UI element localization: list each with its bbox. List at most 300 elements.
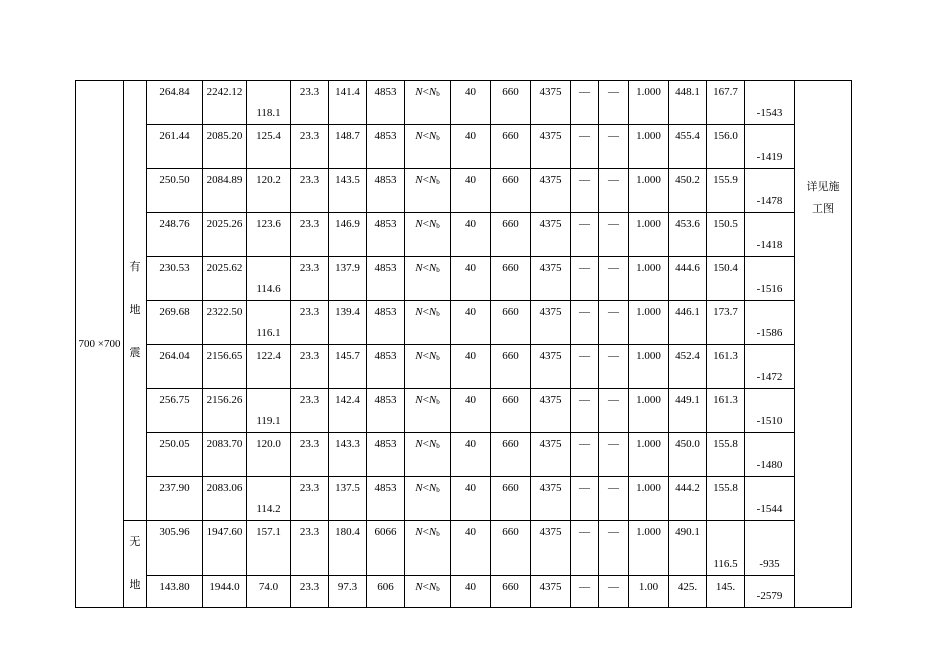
cell-value: 448.1 bbox=[675, 86, 700, 98]
table-cell bbox=[247, 125, 291, 169]
cell-value: 490.1 bbox=[675, 526, 700, 538]
condition-cell bbox=[405, 169, 451, 213]
cell-value: 145.7 bbox=[335, 350, 360, 362]
cell-value: 305.96 bbox=[159, 526, 190, 538]
table-cell bbox=[367, 125, 405, 169]
cell-value: — bbox=[608, 482, 619, 494]
cell-value: 2025.62 bbox=[206, 262, 243, 274]
cell-value: 40 bbox=[465, 218, 476, 230]
table-cell bbox=[329, 301, 367, 345]
table-cell bbox=[707, 125, 745, 169]
condition-cell bbox=[405, 576, 451, 608]
table-cell bbox=[291, 389, 329, 433]
table-cell bbox=[203, 477, 247, 521]
condition-n: N bbox=[415, 306, 423, 318]
cell-value: 1.000 bbox=[636, 86, 661, 98]
cell-value: 450.2 bbox=[675, 174, 700, 186]
cell-value: 1.000 bbox=[636, 438, 661, 450]
table-cell bbox=[707, 576, 745, 608]
table-cell bbox=[147, 301, 203, 345]
table-cell bbox=[745, 301, 795, 345]
cell-value: 230.53 bbox=[159, 262, 190, 274]
table-cell bbox=[531, 576, 571, 608]
cell-value: 40 bbox=[465, 350, 476, 362]
table-cell bbox=[531, 433, 571, 477]
table-cell bbox=[571, 213, 599, 257]
table-cell bbox=[571, 169, 599, 213]
table-cell bbox=[531, 169, 571, 213]
condition-sub: b bbox=[436, 222, 440, 230]
table-cell bbox=[629, 169, 669, 213]
condition-nb: N bbox=[428, 306, 437, 318]
table-cell bbox=[451, 576, 491, 608]
table-cell bbox=[203, 301, 247, 345]
cell-value: 446.1 bbox=[675, 306, 700, 318]
cell-value: -1419 bbox=[756, 151, 783, 163]
cell-value: 119.1 bbox=[256, 415, 281, 427]
cell-value: -1544 bbox=[756, 503, 783, 515]
condition-cell bbox=[405, 125, 451, 169]
condition-n: N bbox=[415, 394, 423, 406]
cell-value: 1947.60 bbox=[206, 526, 243, 538]
cell-value: 116.1 bbox=[256, 327, 281, 339]
cell-value: — bbox=[608, 130, 619, 142]
table-cell bbox=[367, 257, 405, 301]
cell-value: -1472 bbox=[756, 371, 783, 383]
table-cell bbox=[669, 433, 707, 477]
table-cell bbox=[491, 345, 531, 389]
table-cell bbox=[707, 345, 745, 389]
cell-value: 161.3 bbox=[713, 394, 738, 406]
condition-nb: N bbox=[428, 482, 437, 494]
cell-value: 248.76 bbox=[159, 218, 190, 230]
table-cell bbox=[707, 433, 745, 477]
table-cell bbox=[669, 257, 707, 301]
table-cell bbox=[451, 81, 491, 125]
cell-value: -1478 bbox=[756, 195, 783, 207]
cell-value: 2025.26 bbox=[206, 218, 243, 230]
condition-lt: < bbox=[422, 174, 429, 186]
table-cell bbox=[745, 477, 795, 521]
table-cell bbox=[367, 389, 405, 433]
condition-nb: N bbox=[428, 350, 437, 362]
table-cell bbox=[329, 81, 367, 125]
cell-value: — bbox=[608, 526, 619, 538]
table-cell bbox=[745, 345, 795, 389]
condition-n: N bbox=[415, 482, 423, 494]
table-cell bbox=[669, 345, 707, 389]
table-cell bbox=[367, 345, 405, 389]
cell-value: — bbox=[579, 218, 590, 230]
cell-value: 143.5 bbox=[335, 174, 360, 186]
table-cell bbox=[291, 125, 329, 169]
cell-value: 2084.89 bbox=[206, 174, 243, 186]
table-cell bbox=[531, 81, 571, 125]
cell-value: 114.6 bbox=[256, 283, 281, 295]
cell-value: 116.5 bbox=[713, 558, 738, 571]
cell-value: 143.3 bbox=[335, 438, 360, 450]
table-cell bbox=[203, 257, 247, 301]
cell-value: 155.8 bbox=[713, 482, 738, 494]
cell-value: 23.3 bbox=[299, 350, 320, 362]
cell-value: 137.5 bbox=[335, 482, 360, 494]
cell-value: — bbox=[608, 350, 619, 362]
cell-value: 4853 bbox=[374, 130, 397, 142]
cell-value: 4375 bbox=[539, 350, 562, 362]
table-cell bbox=[571, 345, 599, 389]
cell-value: 660 bbox=[502, 350, 519, 362]
cell-value: 444.6 bbox=[675, 262, 700, 274]
cell-value: 4853 bbox=[374, 174, 397, 186]
condition-lt: < bbox=[422, 526, 429, 538]
condition-cell bbox=[405, 477, 451, 521]
condition-sub: b bbox=[436, 134, 440, 142]
table-cell bbox=[291, 257, 329, 301]
cell-value: 1.000 bbox=[636, 306, 661, 318]
table-cell bbox=[329, 213, 367, 257]
table-cell bbox=[571, 389, 599, 433]
table-cell bbox=[745, 125, 795, 169]
table-cell bbox=[451, 169, 491, 213]
cell-value: 146.9 bbox=[335, 218, 360, 230]
table-cell bbox=[707, 169, 745, 213]
table-cell bbox=[147, 169, 203, 213]
table-cell bbox=[571, 576, 599, 608]
condition-nb: N bbox=[428, 174, 437, 186]
cell-value: 23.3 bbox=[299, 306, 320, 318]
table-cell bbox=[291, 301, 329, 345]
cell-value: — bbox=[579, 394, 590, 406]
cell-value: 4375 bbox=[539, 581, 562, 594]
cell-value: 450.0 bbox=[675, 438, 700, 450]
cell-value: 40 bbox=[465, 130, 476, 142]
cell-value: — bbox=[579, 306, 590, 318]
cell-value: 1944.0 bbox=[209, 581, 240, 594]
table-cell bbox=[745, 433, 795, 477]
cell-value: -935 bbox=[759, 558, 780, 571]
table-cell bbox=[571, 81, 599, 125]
table-cell bbox=[599, 576, 629, 608]
table-row bbox=[76, 521, 852, 576]
table-cell bbox=[491, 433, 531, 477]
cell-value: 40 bbox=[465, 394, 476, 406]
cell-value: 4853 bbox=[374, 438, 397, 450]
table-cell bbox=[367, 81, 405, 125]
cell-value: 157.1 bbox=[256, 526, 281, 538]
table-row bbox=[76, 81, 852, 125]
table-cell bbox=[329, 169, 367, 213]
cell-value: — bbox=[579, 174, 590, 186]
table-cell bbox=[491, 301, 531, 345]
table-row bbox=[76, 345, 852, 389]
table-cell bbox=[147, 345, 203, 389]
table-cell bbox=[451, 257, 491, 301]
table-row bbox=[76, 433, 852, 477]
cell-value: 161.3 bbox=[713, 350, 738, 362]
cell-value: 660 bbox=[502, 306, 519, 318]
table-row bbox=[76, 125, 852, 169]
table-cell bbox=[745, 576, 795, 608]
condition-sub: b bbox=[436, 585, 440, 594]
cell-value: 1.000 bbox=[636, 218, 661, 230]
cell-value: 444.2 bbox=[675, 482, 700, 494]
table-cell bbox=[367, 521, 405, 576]
table-cell bbox=[707, 257, 745, 301]
table-cell bbox=[329, 125, 367, 169]
cell-value: 123.6 bbox=[256, 218, 281, 230]
cell-value: 1.00 bbox=[638, 581, 659, 594]
cell-value: — bbox=[579, 350, 590, 362]
cell-value: 4375 bbox=[539, 526, 562, 538]
cell-value: 40 bbox=[465, 174, 476, 186]
cell-value: 4853 bbox=[374, 86, 397, 98]
cell-value: 2083.06 bbox=[206, 482, 243, 494]
table-cell bbox=[599, 169, 629, 213]
table-cell bbox=[629, 345, 669, 389]
table-cell bbox=[367, 169, 405, 213]
table-cell bbox=[147, 81, 203, 125]
cell-value: 4853 bbox=[374, 482, 397, 494]
table-cell bbox=[329, 576, 367, 608]
cell-value: 40 bbox=[465, 581, 476, 594]
condition-n: N bbox=[415, 350, 423, 362]
table-cell bbox=[571, 433, 599, 477]
table-cell bbox=[629, 477, 669, 521]
table-cell bbox=[707, 521, 745, 576]
table-cell bbox=[203, 576, 247, 608]
cell-value: — bbox=[608, 86, 619, 98]
cell-value: 660 bbox=[502, 174, 519, 186]
table-cell bbox=[247, 576, 291, 608]
cell-value: 660 bbox=[502, 218, 519, 230]
table-cell bbox=[531, 125, 571, 169]
table-cell bbox=[247, 477, 291, 521]
cell-value: 6066 bbox=[374, 526, 397, 538]
table-cell bbox=[291, 81, 329, 125]
condition-cell bbox=[405, 301, 451, 345]
table-cell bbox=[203, 81, 247, 125]
table-cell bbox=[669, 301, 707, 345]
cell-value: 125.4 bbox=[256, 130, 281, 142]
condition-n: N bbox=[415, 174, 423, 186]
cell-value: 40 bbox=[465, 526, 476, 538]
condition-n: N bbox=[415, 526, 423, 538]
table-row bbox=[76, 213, 852, 257]
condition-cell bbox=[405, 433, 451, 477]
table-cell bbox=[247, 213, 291, 257]
cell-value: 425. bbox=[677, 581, 698, 594]
cell-value: — bbox=[579, 581, 590, 594]
condition-lt: < bbox=[422, 482, 429, 494]
table-cell bbox=[247, 257, 291, 301]
table-cell bbox=[247, 521, 291, 576]
table-cell bbox=[203, 345, 247, 389]
table-cell bbox=[531, 389, 571, 433]
cell-value: 2156.26 bbox=[206, 394, 243, 406]
cell-value: 23.3 bbox=[299, 86, 320, 98]
table-cell bbox=[451, 389, 491, 433]
data-table bbox=[75, 80, 852, 608]
cell-value: 2085.20 bbox=[206, 130, 243, 142]
nonseismic-group-label: 无 地 bbox=[124, 521, 147, 608]
cell-value: 118.1 bbox=[256, 107, 281, 119]
cell-value: — bbox=[608, 218, 619, 230]
condition-n: N bbox=[415, 86, 423, 98]
condition-nb: N bbox=[428, 394, 437, 406]
table-cell bbox=[629, 301, 669, 345]
cell-value: 256.75 bbox=[159, 394, 190, 406]
cell-value: 1.000 bbox=[636, 350, 661, 362]
cell-value: 4375 bbox=[539, 218, 562, 230]
table-cell bbox=[669, 125, 707, 169]
seismic-group-label: 有 地 震 bbox=[124, 81, 147, 521]
cell-value: 145. bbox=[715, 581, 736, 594]
table-cell bbox=[629, 433, 669, 477]
table-cell bbox=[291, 433, 329, 477]
cell-value: -1418 bbox=[756, 239, 783, 251]
table-cell bbox=[599, 433, 629, 477]
table-cell bbox=[147, 433, 203, 477]
cell-value: 155.8 bbox=[713, 438, 738, 450]
cell-value: 40 bbox=[465, 86, 476, 98]
cell-value: -1543 bbox=[756, 107, 783, 119]
table-cell bbox=[291, 576, 329, 608]
condition-nb: N bbox=[428, 262, 437, 274]
table-row bbox=[76, 389, 852, 433]
table-cell bbox=[629, 81, 669, 125]
condition-cell bbox=[405, 521, 451, 576]
cell-value: 606 bbox=[377, 581, 394, 594]
table-cell bbox=[329, 389, 367, 433]
cell-value: 23.3 bbox=[299, 218, 320, 230]
cell-value: — bbox=[608, 174, 619, 186]
cell-value: 4375 bbox=[539, 306, 562, 318]
table-cell bbox=[599, 125, 629, 169]
cell-value: 122.4 bbox=[256, 350, 281, 362]
condition-lt: < bbox=[422, 306, 429, 318]
cell-value: 40 bbox=[465, 438, 476, 450]
table-cell bbox=[329, 433, 367, 477]
cell-value: 660 bbox=[502, 438, 519, 450]
table-cell bbox=[629, 125, 669, 169]
cell-value: 4375 bbox=[539, 438, 562, 450]
cell-value: 1.000 bbox=[636, 262, 661, 274]
table-cell bbox=[571, 301, 599, 345]
cell-value: 4375 bbox=[539, 394, 562, 406]
table-cell bbox=[745, 169, 795, 213]
cell-value: -1480 bbox=[756, 459, 783, 471]
cell-value: 156.0 bbox=[713, 130, 738, 142]
cell-value: -1516 bbox=[756, 283, 783, 295]
table-cell bbox=[203, 213, 247, 257]
cell-value: 2322.50 bbox=[206, 306, 243, 318]
table-cell bbox=[707, 389, 745, 433]
table-cell bbox=[629, 213, 669, 257]
condition-nb: N bbox=[428, 526, 437, 538]
condition-lt: < bbox=[422, 394, 429, 406]
table-cell bbox=[571, 257, 599, 301]
table-cell bbox=[491, 257, 531, 301]
condition-n: N bbox=[415, 130, 423, 142]
cell-value: — bbox=[579, 482, 590, 494]
table-cell bbox=[491, 213, 531, 257]
cell-value: 120.0 bbox=[256, 438, 281, 450]
condition-lt: < bbox=[422, 130, 429, 142]
table-row bbox=[76, 257, 852, 301]
table-cell bbox=[451, 477, 491, 521]
cell-value: 40 bbox=[465, 306, 476, 318]
table-cell bbox=[451, 301, 491, 345]
cell-value: 660 bbox=[502, 130, 519, 142]
cell-value: -1586 bbox=[756, 327, 783, 339]
cell-value: 40 bbox=[465, 262, 476, 274]
condition-sub: b bbox=[436, 486, 440, 494]
table-cell bbox=[669, 477, 707, 521]
table-cell bbox=[745, 389, 795, 433]
table-cell bbox=[147, 477, 203, 521]
table-cell bbox=[329, 477, 367, 521]
table-cell bbox=[247, 433, 291, 477]
cell-value: 269.68 bbox=[159, 306, 190, 318]
condition-nb: N bbox=[428, 581, 437, 594]
condition-lt: < bbox=[422, 218, 429, 230]
table-cell bbox=[571, 477, 599, 521]
cell-value: — bbox=[608, 394, 619, 406]
cell-value: 23.3 bbox=[299, 394, 320, 406]
cell-value: 142.4 bbox=[335, 394, 360, 406]
table-cell bbox=[531, 257, 571, 301]
condition-sub: b bbox=[436, 530, 440, 538]
cell-value: 23.3 bbox=[299, 174, 320, 186]
table-cell bbox=[531, 301, 571, 345]
condition-lt: < bbox=[422, 262, 429, 274]
table-cell bbox=[571, 521, 599, 576]
table-cell bbox=[329, 257, 367, 301]
table-cell bbox=[291, 213, 329, 257]
cell-value: 2156.65 bbox=[206, 350, 243, 362]
table-cell bbox=[247, 389, 291, 433]
cell-value: 4375 bbox=[539, 86, 562, 98]
condition-lt: < bbox=[422, 350, 429, 362]
cell-value: 660 bbox=[502, 394, 519, 406]
condition-sub: b bbox=[436, 354, 440, 362]
cell-value: 4375 bbox=[539, 130, 562, 142]
cell-value: 4853 bbox=[374, 394, 397, 406]
table-cell bbox=[669, 169, 707, 213]
cell-value: 141.4 bbox=[335, 86, 360, 98]
cell-value: 143.80 bbox=[159, 581, 190, 594]
table-row bbox=[76, 477, 852, 521]
table-cell bbox=[531, 345, 571, 389]
cell-value: 452.4 bbox=[675, 350, 700, 362]
cell-value: — bbox=[608, 581, 619, 594]
cell-value: 250.05 bbox=[159, 438, 190, 450]
condition-n: N bbox=[415, 581, 423, 594]
cell-value: 660 bbox=[502, 262, 519, 274]
cell-value: 155.9 bbox=[713, 174, 738, 186]
condition-lt: < bbox=[422, 581, 429, 594]
table-cell bbox=[247, 169, 291, 213]
condition-cell bbox=[405, 345, 451, 389]
cell-value: — bbox=[579, 262, 590, 274]
table-cell bbox=[599, 301, 629, 345]
table-cell bbox=[147, 213, 203, 257]
cell-value: 4375 bbox=[539, 482, 562, 494]
table-cell bbox=[247, 301, 291, 345]
cell-value: 23.3 bbox=[299, 130, 320, 142]
condition-n: N bbox=[415, 218, 423, 230]
table-cell bbox=[599, 213, 629, 257]
